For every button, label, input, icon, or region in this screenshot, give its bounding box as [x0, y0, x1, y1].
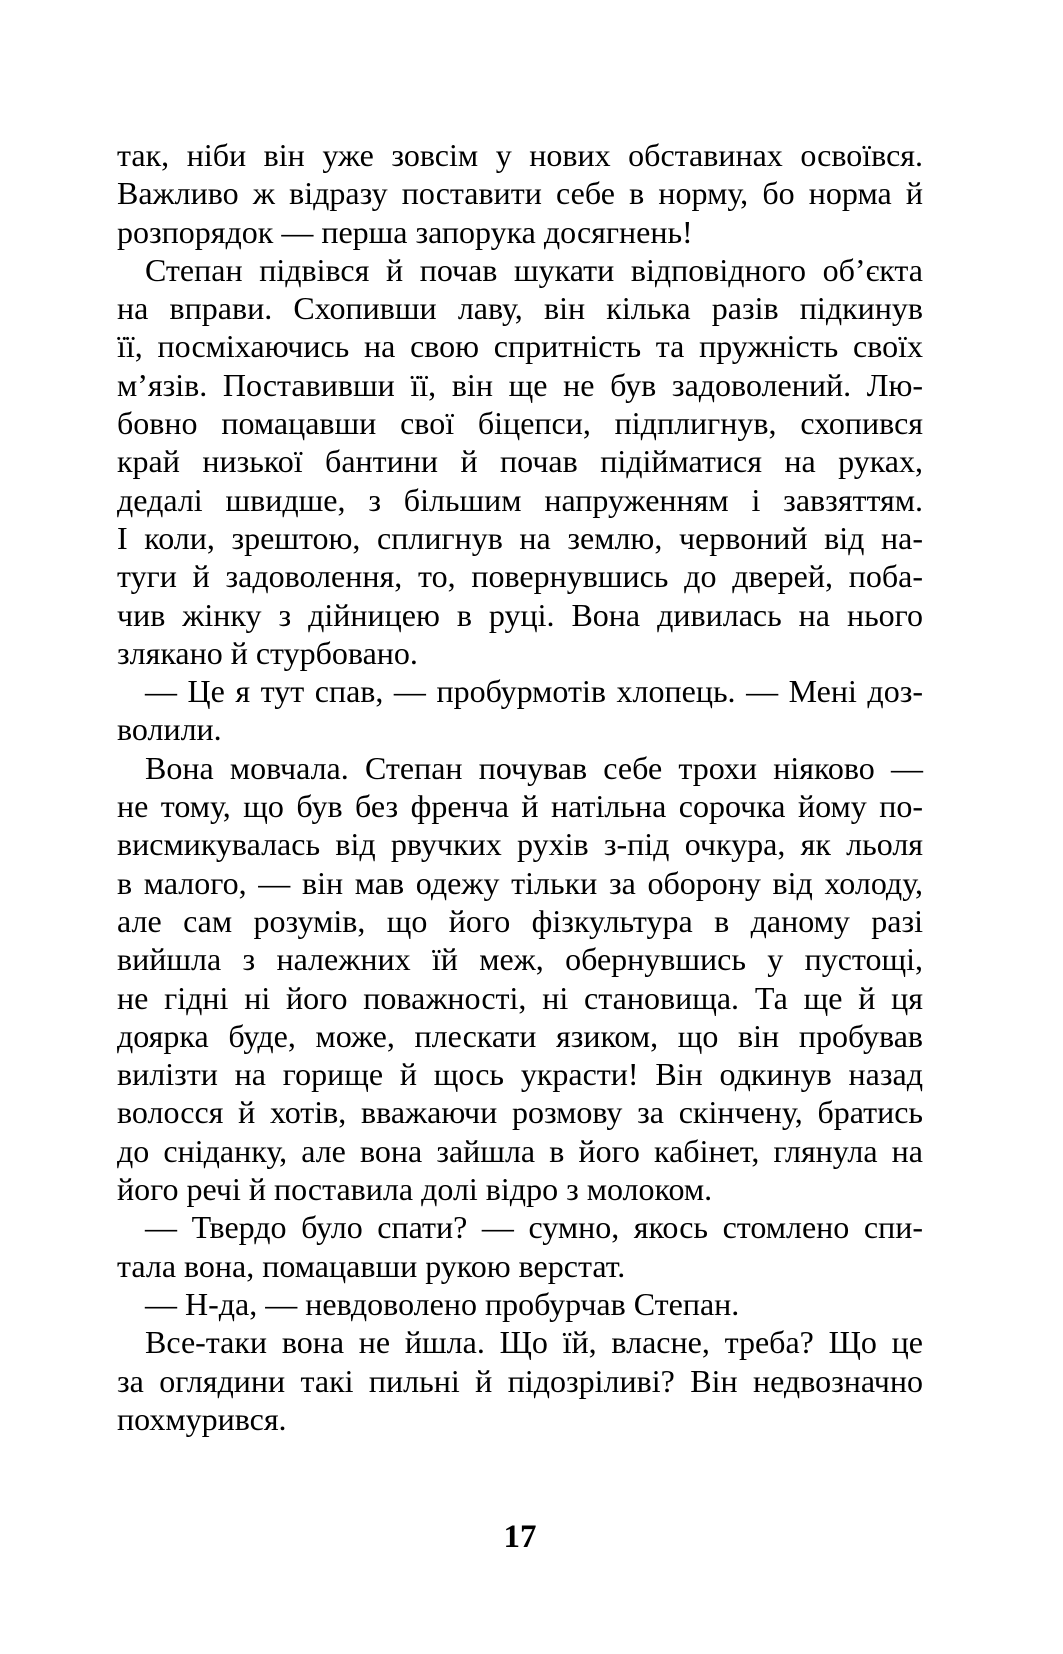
text-line: дедалі швидше, з більшим напруженням і завзяттям. — [117, 481, 923, 518]
text-line: за оглядини такі пильні й підозріливі? Він недвозначно — [117, 1362, 923, 1399]
page-number: 17 — [503, 1519, 537, 1555]
text-line: до сніданку, але вона зайшла в його кабінет, глянула на — [117, 1132, 923, 1169]
text-line: так, ніби він уже зовсім у нових обставинах освоївся. — [117, 137, 923, 173]
text-line: не гідні ні його поважності, ні становища. Та ще й ця — [117, 979, 923, 1016]
text-line: розпорядок — перша запорука досягнень! — [117, 213, 693, 250]
text-line: вилізти на горище й щось украсти! Він одкинув назад — [117, 1056, 923, 1093]
text-line: край низької бантини й почав підійматися на руках, — [117, 443, 923, 480]
text-line: волили. — [117, 711, 222, 748]
text-line: його речі й поставила долі відро з молоком. — [117, 1171, 713, 1208]
text-line: її, посміхаючись на свою спритність та пружність своїх — [117, 328, 923, 365]
text-line: — Це я тут спав, — пробурмотів хлопець. — Мені доз- — [145, 673, 923, 710]
text-line: м’язів. Поставивши її, він ще не був задоволений. Лю- — [117, 366, 923, 403]
text-line: але сам розумів, що його фізкультура в даному разі — [117, 902, 923, 939]
text-line: Все-таки вона не йшла. Що їй, власне, треба? Що це — [145, 1324, 923, 1361]
text-line: злякано й стурбовано. — [117, 634, 418, 671]
text-line: — Твердо було спати? — сумно, якось стомлено спи- — [145, 1209, 923, 1246]
page-text — [117, 136, 923, 1438]
text-line: туги й задоволення, то, повернувшись до дверей, поба- — [117, 558, 923, 595]
text-line: вийшла з належних їй меж, обернувшись у пустощі, — [117, 941, 923, 978]
text-line: на вправи. Схопивши лаву, він кілька разів підкинув — [117, 290, 923, 327]
text-line: не тому, що був без френча й натільна сорочка йому по- — [117, 788, 923, 825]
text-line: чив жінку з дійницею в руці. Вона дивилась на нього — [117, 596, 923, 633]
text-line: в малого, — він мав одежу тільки за оборону від холоду, — [117, 864, 923, 901]
text-line: тала вона, помацавши рукою верстат. — [117, 1247, 626, 1284]
text-line: волосся й хотів, вважаючи розмову за скінчену, братись — [117, 1094, 923, 1131]
text-line: похмурився. — [117, 1400, 287, 1437]
text-line: бовно помацавши свої біцепси, підплигнув, схопився — [117, 405, 923, 442]
text-line: Вона мовчала. Степан почував себе трохи ніяково — — [145, 749, 923, 786]
text-line: Важливо ж відразу поставити себе в норму, бо норма й — [117, 175, 923, 212]
text-line: — Н-да, — невдоволено пробурчав Степан. — [145, 1285, 740, 1322]
text-line: Степан підвівся й почав шукати відповідного об’єкта — [145, 251, 923, 288]
text-line: висмикувалась від рвучких рухів з-під очкура, як льоля — [117, 826, 923, 863]
text-line: І коли, зрештою, сплигнув на землю, червоний від на- — [117, 519, 923, 556]
text-line: доярка буде, може, плескати язиком, що він пробував — [117, 1017, 923, 1054]
